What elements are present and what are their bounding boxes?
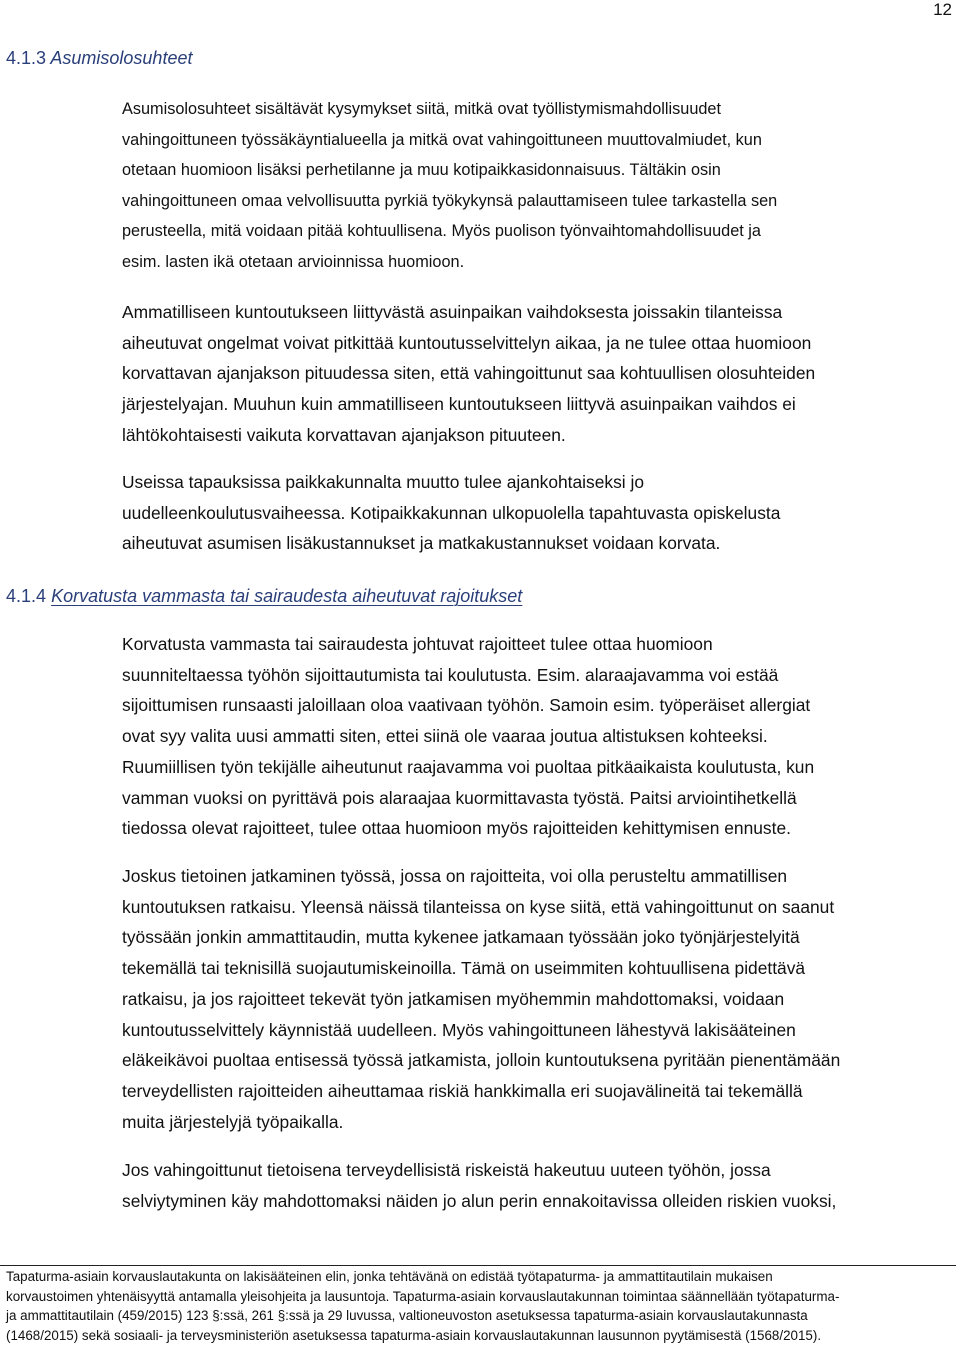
text-line: uudelleenkoulutusvaiheessa. Kotipaikkakunnan ulkopuolella tapahtuvasta opiskelusta [122, 502, 781, 523]
text-line: tiedossa olevat rajoitteet, tulee ottaa huomioon myös rajoitteiden kehittymisen ennuste. [122, 818, 791, 839]
text-line: Ruumiillisen työn tekijälle aiheutunut raajavamma voi puoltaa pitkäaikaista koulutusta, kun [122, 756, 815, 777]
text-line: vamman vuoksi on pyrittävä pois alaraajaa kuormittavasta työstä. Paitsi arviointihetkellä [122, 787, 797, 808]
text-line: muita järjestelyjä työpaikalla. [122, 1111, 344, 1132]
text-line: perusteella, mitä voidaan pitää kohtuullisena. Myös puolison työnvaihtomahdollisuudet ja [122, 222, 761, 240]
text-line: eläkeikävoi puoltaa entisessä työssä jatkamista, jolloin kuntoutuksena pyritään pienentämään [122, 1050, 841, 1071]
footer-divider [0, 1265, 956, 1266]
footer-line: korvaustoimen yhtenäisyyttä antamalla yleisohjeita ja lausuntoja. Tapaturma-asiain korvauslautakunnan toimintaa säännellään työtapaturma- [6, 1288, 840, 1304]
text-line: otetaan huomioon lisäksi perhetilanne ja muu kotipaikkasidonnaisuus. Tältäkin osin [122, 161, 721, 179]
section-title: Asumisolosuhteet [50, 48, 193, 68]
text-line: esim. lasten ikä otetaan arvioinnissa huomioon. [122, 252, 465, 271]
text-line: selviytyminen käy mahdottomaksi näiden jo alun perin ennakoitavissa olleiden riskien vuoksi, [122, 1190, 837, 1211]
section-heading-4-1-4 [6, 586, 522, 607]
section-heading-4-1-3 [6, 48, 192, 69]
paragraph-continuing-work [122, 861, 960, 1137]
text-line: suunniteltaessa työhön sijoittautumista tai koulutusta. Esim. alaraajavamma voi estää [122, 664, 779, 685]
text-line: työssään jonkin ammattitaudin, mutta kykenee jatkamaan työssään joko työnjärjestelyitä [122, 927, 800, 948]
text-line: järjestelyajan. Muuhun kuin ammatilliseen kuntoutukseen liittyvä asuinpaikan vaihdos ei [122, 394, 796, 415]
text-line: Ammatilliseen kuntoutukseen liittyvästä asuinpaikan vaihdoksesta joissakin tilanteissa [122, 302, 783, 322]
footer-line: ja ammattitautilain (459/2015) 123 §:ssä, 261 §:ssä ja 29 luvussa, valtioneuvoston asetuksessa tapaturma-asiain korvauslautakunnasta [6, 1308, 808, 1323]
paragraph-new-job-risk [122, 1155, 960, 1216]
section-number: 4.1.4 [6, 586, 47, 606]
page-number: 12 [933, 0, 952, 19]
text-line: aiheutuvat asumisen lisäkustannukset ja matkakustannukset voidaan korvata. [122, 533, 721, 554]
text-line: lähtökohtaisesti vaikuta korvattavan ajanjakson pituuteen. [122, 424, 566, 445]
text-line: kuntoutuksen ratkaisu. Yleensä näissä tilanteissa on kyse siitä, että vahingoittunut on saanut [122, 896, 835, 917]
section-title: Korvatusta vammasta tai sairaudesta aiheutuvat rajoitukset [51, 586, 523, 606]
text-line: aiheutuvat ongelmat voivat pitkittää kuntoutusselvittelyn aikaa, ja ne tulee ottaa huomioon [122, 332, 812, 353]
paragraph-retraining-move [122, 467, 960, 559]
page-footer [6, 1267, 956, 1345]
text-line: Joskus tietoinen jatkaminen työssä, jossa on rajoitteita, voi olla perusteltu ammatillisen [122, 866, 788, 886]
text-line: terveydellisten rajoitteiden aiheuttamaa riskiä hankkimalla eri suojavälineitä tai tekemällä [122, 1080, 803, 1101]
text-line: ratkaisu, ja jos rajoitteet tekevät työn jatkamisen myöhemmin mahdottomaksi, voidaan [122, 988, 785, 1009]
text-line: Asumisolosuhteet sisältävät kysymykset siitä, mitkä ovat työllistymismahdollisuudet [122, 100, 722, 118]
text-line: Korvatusta vammasta tai sairaudesta johtuvat rajoitteet tulee ottaa huomioon [122, 634, 713, 654]
section-number: 4.1.3 [6, 48, 47, 68]
paragraph-restrictions [122, 629, 960, 844]
text-line: korvattavan ajanjakson pituudessa siten, että vahingoittunut saa kohtuullisen olosuhteiden [122, 363, 816, 384]
text-line: Useissa tapauksissa paikkakunnalta muutto tulee ajankohtaiseksi jo [122, 472, 645, 492]
text-line: vahingoittuneen omaa velvollisuutta pyrkiä työkykynsä palauttamiseen tulee tarkastella sen [122, 191, 778, 210]
text-line: vahingoittuneen työssäkäyntialueella ja mitkä ovat vahingoittuneen muuttovalmiudet, kun [122, 130, 762, 149]
text-line: ovat syy valita uusi ammatti siten, ettei siinä ole vaaraa joutua altistuksen kohteeksi. [122, 726, 768, 747]
paragraph-living-conditions [122, 94, 960, 277]
text-line: tekemällä tai teknisillä suojautumiskeinoilla. Tämä on useimmiten kohtuullisena pidettävä [122, 958, 806, 979]
text-line: kuntoutusselvittely käynnistää uudelleen. Myös vahingoittuneen lähestyvä lakisääteinen [122, 1019, 796, 1040]
text-line: Jos vahingoittunut tietoisena terveydellisistä riskeistä hakeutuu uuteen työhön, jossa [122, 1160, 771, 1180]
footer-line: (1468/2015) sekä sosiaali- ja terveysministeriön asetuksessa tapaturma-asiain korvauslautakunnan lausunnon pyytämisestä (1568/2015). [6, 1327, 822, 1343]
footer-line: Tapaturma-asiain korvauslautakunta on lakisääteinen elin, jonka tehtävänä on edistää työtapaturma- ja ammattitautilain mukaisen [6, 1269, 773, 1284]
paragraph-relocation [122, 297, 960, 451]
text-line: sijoittumisen runsaasti jaloillaan oloa vaativaan työhön. Samoin esim. työperäiset allergiat [122, 695, 811, 716]
